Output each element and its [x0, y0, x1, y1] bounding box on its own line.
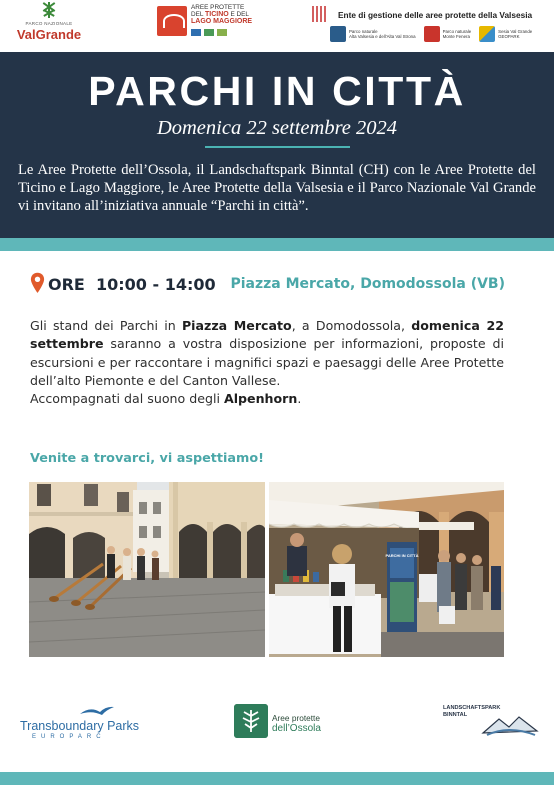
- ticino-logo-text: AREE PROTETTE DEL TICINO E DEL LAGO MAGGIORE: [191, 4, 253, 25]
- alta-valsesia-logo: Parco naturale Alta Valsesia e dell'Alta Val Strona: [330, 26, 416, 42]
- event-time: ORE 10:00 - 14:00: [48, 275, 216, 294]
- regione-icon: [217, 29, 227, 36]
- ticino-mark-icon: [157, 6, 187, 36]
- valgrande-logo-small: PARCO NAZIONALE: [25, 21, 73, 26]
- header-accent-band: [0, 238, 554, 251]
- ossola-leaf-icon: [234, 704, 268, 738]
- location-pin-icon: [30, 272, 45, 294]
- transboundary-parks-logo: [20, 704, 140, 744]
- binntal-line2: BINNTAL: [443, 712, 468, 718]
- ticino-sub-logos: [191, 29, 227, 36]
- unesco-icon: [191, 29, 201, 36]
- europarc-label: EUROPARC: [32, 734, 106, 740]
- piazza-mercato-highlight: Piazza Mercato: [181, 318, 292, 333]
- banner-text: PARCHI IN CITTÀ: [385, 553, 419, 558]
- valsesia-title: Ente di gestione delle aree protette della Valsesia: [338, 10, 533, 20]
- event-location: Piazza Mercato, Domodossola (VB): [230, 276, 505, 292]
- description-paragraph: Gli stand dei Parchi in Piazza Mercato, a Domodossola, domenica 22 settembre saranno a vostra disposizione per informazioni, proposte di escursioni e per raccontare i magnifici spazi e paesaggi delle Aree Protette dell’alto Piemonte e del Canton Vallese. Accompagnati dal suono degli Alpenhorn.: [30, 318, 504, 407]
- alta-valsesia-icon: [330, 26, 346, 42]
- geopark-logo: Sesia Val Grande GEOPARK: [479, 26, 532, 42]
- bird-icon: [78, 704, 116, 718]
- geopark-icon: [479, 26, 495, 42]
- ticino-logo: [157, 4, 253, 40]
- title-divider: [205, 146, 350, 148]
- binntal-mountain-icon: [481, 713, 539, 737]
- ossola-line1: Aree protette: [272, 713, 320, 723]
- closing-invitation: Venite a trovarci, vi aspettiamo!: [30, 451, 265, 466]
- page-title: PARCHI IN CITTÀ: [88, 68, 466, 114]
- valsesia-emblem-icon: [312, 6, 328, 22]
- ossola-logo: [234, 704, 334, 738]
- logo-strip: [0, 0, 554, 52]
- intro-paragraph: Le Aree Protette dell’Ossola, il Landschaftspark Binntal (CH) con le Aree Protette del Ticino e Lago Maggiore, le Aree Protette della Valsesia e il Parco Nazionale Val Grande vi invitano all’iniziativa annuale “Parchi in città”.: [18, 162, 536, 214]
- date-highlight: domenica 22 settembre: [30, 318, 504, 352]
- footer-accent-band: [0, 772, 554, 785]
- valgrande-logo-name: ValGrande: [16, 27, 82, 42]
- monte-fenera-logo: Parco naturale Monte Fenera: [424, 26, 472, 42]
- ossola-line2: dell’Ossola: [272, 723, 321, 734]
- monte-fenera-icon: [424, 26, 440, 42]
- binntal-logo: [443, 705, 543, 741]
- mab-icon: [204, 29, 214, 36]
- alpenhorn-highlight: Alpenhorn: [223, 391, 298, 407]
- valgrande-logo: [14, 2, 84, 42]
- transboundary-title: Transboundary Parks: [20, 719, 140, 733]
- valgrande-leaf-icon: [40, 2, 58, 18]
- alpenhorn-square-photo: [29, 482, 265, 657]
- valsesia-logo: [312, 4, 552, 48]
- event-date: Domenica 22 settembre 2024: [156, 117, 398, 139]
- binntal-line1: LANDSCHAFTSPARK: [443, 705, 501, 711]
- parks-stand-photo: [269, 482, 504, 657]
